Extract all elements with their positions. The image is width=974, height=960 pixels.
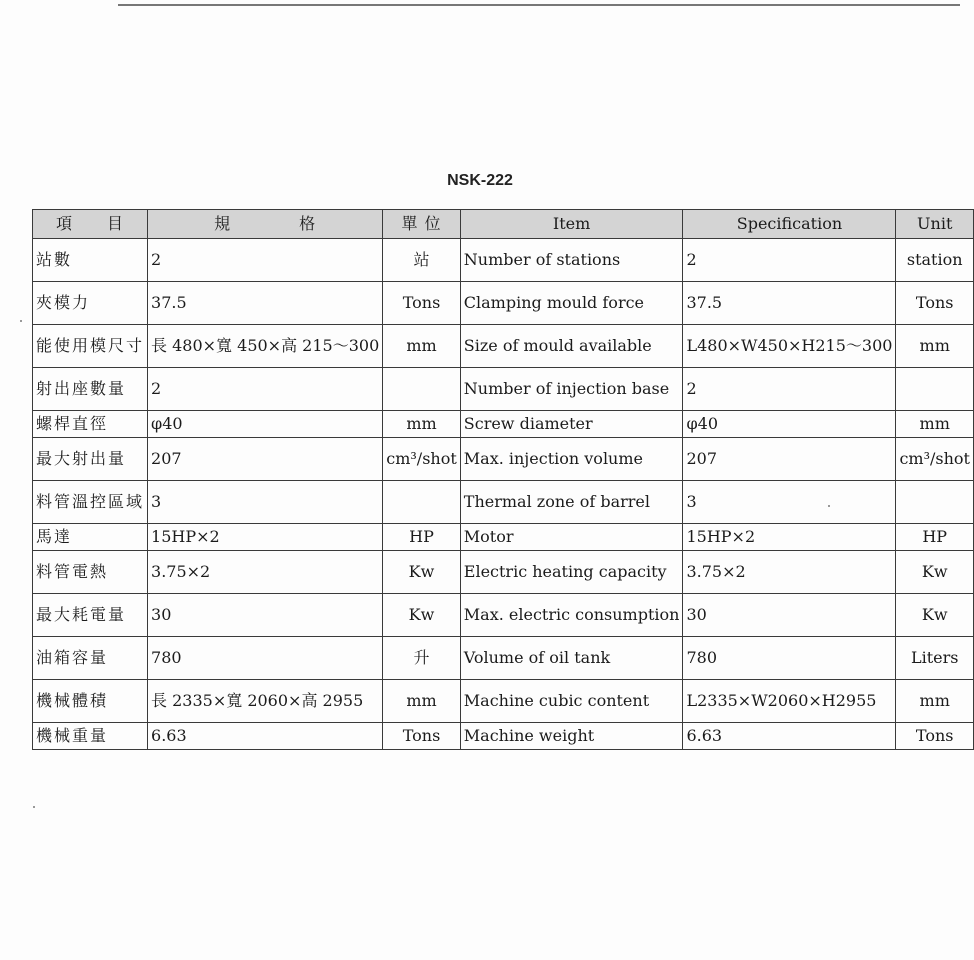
row-item-zh: 射出座數量 <box>33 368 148 411</box>
row-item-en: Number of injection base <box>460 368 683 411</box>
row-item-en: Size of mould available <box>460 325 683 368</box>
table-row <box>33 325 974 368</box>
row-item-en: Number of stations <box>460 239 683 282</box>
row-unit-zh: Tons <box>383 723 461 750</box>
row-spec-en: φ40 <box>683 411 896 438</box>
row-unit-en: cm³/shot <box>896 438 974 481</box>
row-item-en: Max. injection volume <box>460 438 683 481</box>
row-spec-en: 3.75×2 <box>683 551 896 594</box>
row-spec-en: 15HP×2 <box>683 524 896 551</box>
row-item-zh: 機械體積 <box>33 680 148 723</box>
table-row <box>33 551 974 594</box>
row-item-zh: 能使用模尺寸 <box>33 325 148 368</box>
row-item-en: Motor <box>460 524 683 551</box>
row-unit-en: Tons <box>896 723 974 750</box>
row-spec-zh: 長 2335×寬 2060×高 2955 <box>148 680 383 723</box>
row-spec-en: 30 <box>683 594 896 637</box>
row-unit-zh <box>383 368 461 411</box>
row-unit-zh: mm <box>383 325 461 368</box>
table-header-row <box>33 210 974 239</box>
row-unit-zh: Kw <box>383 551 461 594</box>
row-unit-zh: 升 <box>383 637 461 680</box>
header-spec-en: Specification <box>683 210 896 239</box>
row-unit-en: Kw <box>896 551 974 594</box>
row-item-en: Max. electric consumption <box>460 594 683 637</box>
row-item-en: Volume of oil tank <box>460 637 683 680</box>
row-item-zh: 馬達 <box>33 524 148 551</box>
row-unit-en <box>896 481 974 524</box>
table-row <box>33 594 974 637</box>
table-row <box>33 282 974 325</box>
row-unit-zh: mm <box>383 411 461 438</box>
row-item-zh: 最大射出量 <box>33 438 148 481</box>
row-unit-zh: 站 <box>383 239 461 282</box>
row-item-zh: 機械重量 <box>33 723 148 750</box>
row-spec-en: L480×W450×H215～300 <box>683 325 896 368</box>
row-spec-zh: 3 <box>148 481 383 524</box>
scan-speck <box>20 320 22 322</box>
row-spec-zh: 6.63 <box>148 723 383 750</box>
row-unit-en: Kw <box>896 594 974 637</box>
header-spec-zh: 規 格 <box>148 210 383 239</box>
row-spec-zh: 3.75×2 <box>148 551 383 594</box>
row-spec-zh: 長 480×寬 450×高 215～300 <box>148 325 383 368</box>
row-item-zh: 料管電熱 <box>33 551 148 594</box>
row-unit-en: HP <box>896 524 974 551</box>
header-item-en: Item <box>460 210 683 239</box>
row-unit-zh: cm³/shot <box>383 438 461 481</box>
row-spec-en: L2335×W2060×H2955 <box>683 680 896 723</box>
row-item-en: Machine cubic content <box>460 680 683 723</box>
row-spec-en: 207 <box>683 438 896 481</box>
row-spec-zh: 2 <box>148 239 383 282</box>
table-row <box>33 239 974 282</box>
document-title: NSK-222 <box>447 172 513 189</box>
row-spec-zh: 37.5 <box>148 282 383 325</box>
scan-top-edge-line <box>118 4 960 6</box>
row-spec-zh: 30 <box>148 594 383 637</box>
row-spec-en: 3 <box>683 481 896 524</box>
row-unit-en: mm <box>896 680 974 723</box>
row-item-en: Electric heating capacity <box>460 551 683 594</box>
header-item-zh: 項 目 <box>33 210 148 239</box>
row-item-zh: 油箱容量 <box>33 637 148 680</box>
header-unit-zh: 單 位 <box>383 210 461 239</box>
table-row <box>33 481 974 524</box>
row-spec-zh: 2 <box>148 368 383 411</box>
table-row <box>33 637 974 680</box>
table-row <box>33 438 974 481</box>
row-unit-zh: Kw <box>383 594 461 637</box>
row-unit-zh: Tons <box>383 282 461 325</box>
row-spec-en: 2 <box>683 368 896 411</box>
table-row <box>33 680 974 723</box>
spec-table <box>32 209 974 750</box>
row-spec-zh: 15HP×2 <box>148 524 383 551</box>
table-row <box>33 411 974 438</box>
row-unit-en: mm <box>896 325 974 368</box>
row-item-zh: 螺桿直徑 <box>33 411 148 438</box>
row-item-zh: 夾模力 <box>33 282 148 325</box>
row-item-zh: 站數 <box>33 239 148 282</box>
row-spec-zh: 780 <box>148 637 383 680</box>
row-item-en: Machine weight <box>460 723 683 750</box>
row-unit-zh: HP <box>383 524 461 551</box>
row-unit-en: mm <box>896 411 974 438</box>
row-spec-zh: 207 <box>148 438 383 481</box>
row-item-zh: 料管溫控區域 <box>33 481 148 524</box>
row-unit-zh <box>383 481 461 524</box>
row-item-en: Thermal zone of barrel <box>460 481 683 524</box>
table-row <box>33 723 974 750</box>
scan-speck <box>33 806 35 808</box>
row-item-en: Clamping mould force <box>460 282 683 325</box>
row-spec-en: 780 <box>683 637 896 680</box>
row-spec-en: 2 <box>683 239 896 282</box>
row-spec-zh: φ40 <box>148 411 383 438</box>
row-spec-en: 6.63 <box>683 723 896 750</box>
row-item-en: Screw diameter <box>460 411 683 438</box>
row-unit-en: Tons <box>896 282 974 325</box>
header-unit-en: Unit <box>896 210 974 239</box>
row-item-zh: 最大耗電量 <box>33 594 148 637</box>
table-row <box>33 368 974 411</box>
row-spec-en: 37.5 <box>683 282 896 325</box>
row-unit-en <box>896 368 974 411</box>
table-row <box>33 524 974 551</box>
row-unit-en: Liters <box>896 637 974 680</box>
row-unit-zh: mm <box>383 680 461 723</box>
row-unit-en: station <box>896 239 974 282</box>
